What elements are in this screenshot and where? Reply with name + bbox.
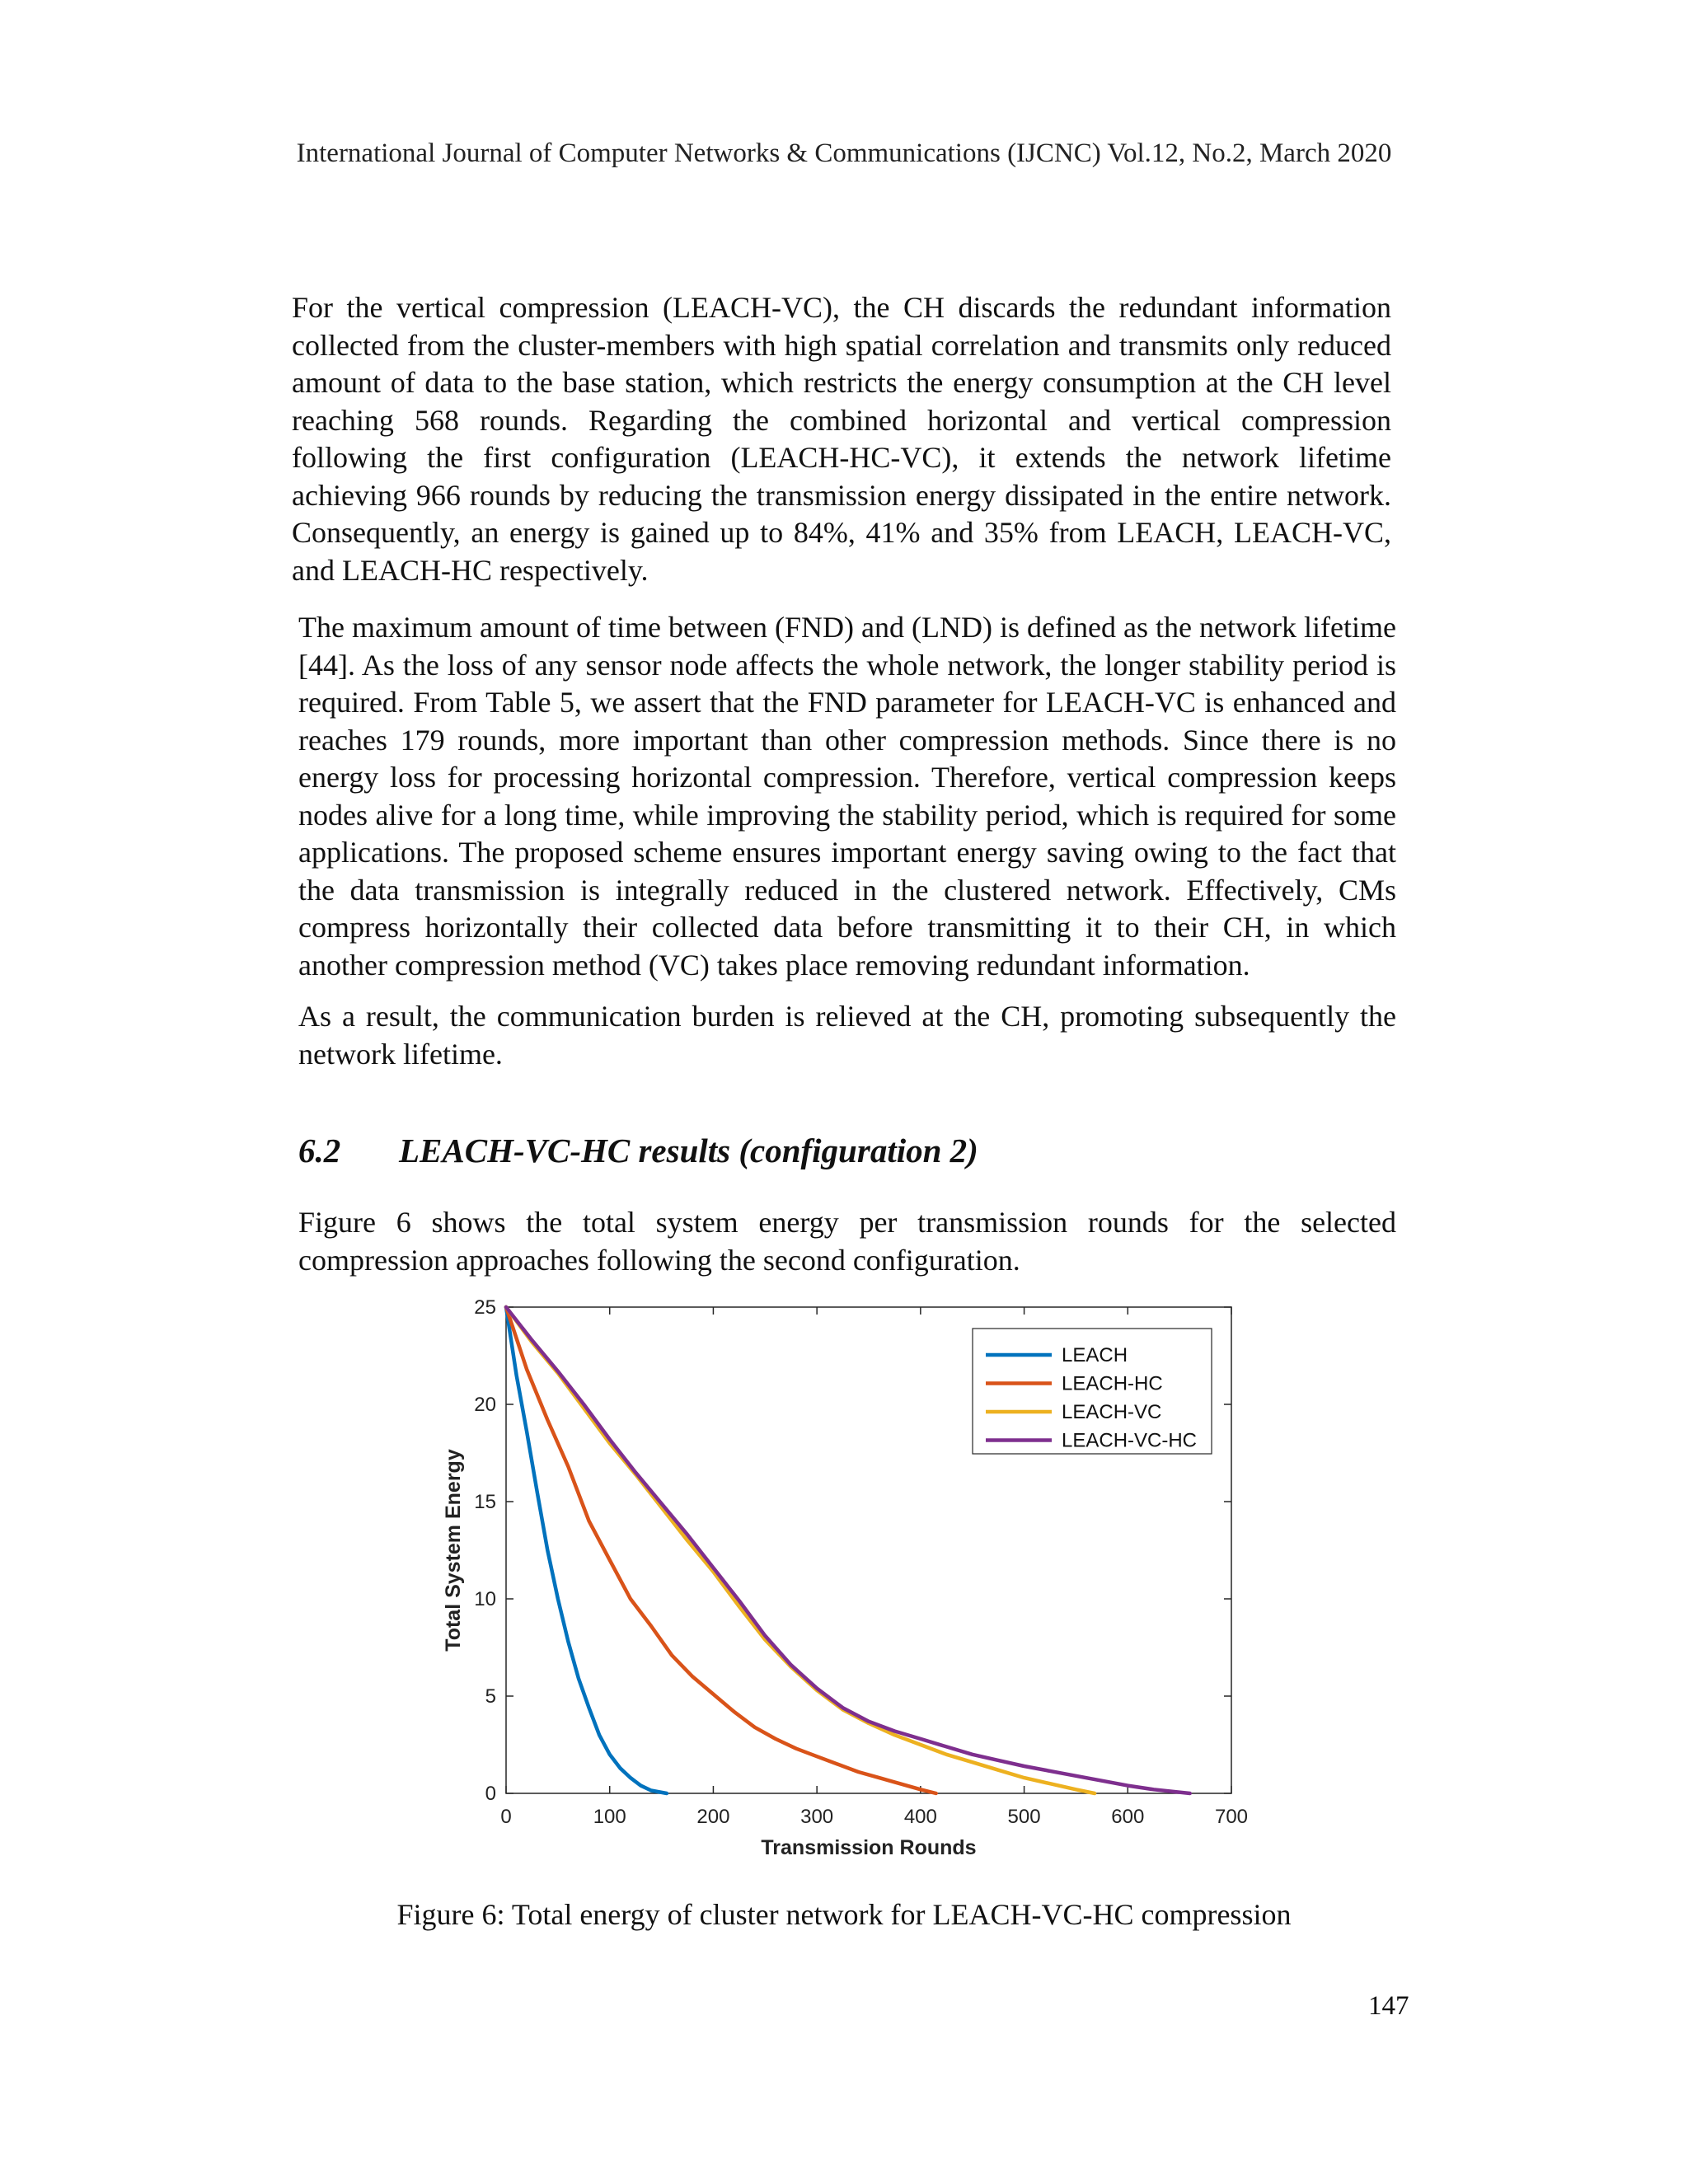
legend-label: LEACH-HC [1062, 1372, 1163, 1395]
x-tick-label: 400 [903, 1806, 937, 1828]
section-number: 6.2 [298, 1132, 341, 1169]
x-tick-label: 700 [1214, 1806, 1249, 1828]
energy-line-chart [429, 1292, 1269, 1877]
y-tick-label: 0 [485, 1783, 496, 1805]
x-tick-label: 200 [696, 1806, 730, 1828]
legend-label: LEACH-VC-HC [1062, 1429, 1198, 1452]
paragraph-network-lifetime: The maximum amount of time between (FND) and (LND) is defined as the network lifetime [44]. As the loss of any sensor node affects the whole network, the longer stability period is required. From Table 5, we assert that the FND parameter for LEACH-VC is enhanced and reaches 179 rounds, more important than other compression methods. Since there is no energy loss for processing horizontal compression. Therefore, vertical compression keeps nodes alive for a long time, while improving the stability period, which is required for some applications. The proposed scheme ensures important energy saving owing to the fact that the data transmission is integrally reduced in the clustered network. Effectively, CMs compress horizontally their collected data before transmitting it to their CH, in which another compression method (VC) takes place removing redundant information. [298, 611, 1396, 982]
page-number: 147 [1368, 1991, 1409, 2021]
x-tick-label: 300 [800, 1806, 834, 1828]
x-tick-label: 0 [500, 1806, 512, 1828]
x-axis-label: Transmission Rounds [761, 1836, 977, 1859]
x-tick-label: 500 [1007, 1806, 1041, 1828]
section-title: LEACH-VC-HC results (configuration 2) [399, 1132, 978, 1169]
legend-label: LEACH-VC [1062, 1401, 1162, 1423]
x-tick-label: 100 [593, 1806, 626, 1828]
paragraph-result: As a result, the communication burden is relieved at the CH, promoting subsequently the network lifetime. [298, 1000, 1396, 1071]
paragraph-vertical-compression: For the vertical compression (LEACH-VC), the CH discards the redundant information collected from the cluster-members with high spatial correlation and transmits only reduced amount of data to the base station, which restricts the energy consumption at the CH level reaching 568 rounds. Regarding the combined horizontal and vertical compression following the first configuration (LEACH-HC-VC), it extends the network lifetime achieving 966 rounds by reducing the transmission energy dissipated in the entire network. Consequently, an energy is gained up to 84%, 41% and 35% from LEACH, LEACH-VC, and LEACH-HC respectively. [292, 291, 1391, 587]
section-heading [298, 1131, 978, 1170]
figure-caption: Figure 6: Total energy of cluster network for LEACH-VC-HC compression [396, 1898, 1292, 1931]
y-tick-label: 25 [474, 1296, 496, 1319]
y-axis-label: Total System Energy [442, 1449, 465, 1652]
journal-header: International Journal of Computer Networks & Communications (IJCNC) Vol.12, No.2, March 2020 [296, 138, 1392, 168]
y-tick-label: 15 [474, 1491, 496, 1513]
legend-label: LEACH [1062, 1344, 1128, 1366]
y-tick-label: 10 [474, 1588, 496, 1610]
y-tick-label: 5 [485, 1685, 496, 1708]
x-tick-label: 600 [1111, 1806, 1145, 1828]
paragraph-figure-intro: Figure 6 shows the total system energy per transmission rounds for the selected compression approaches following the second configuration. [298, 1206, 1396, 1277]
y-tick-label: 20 [474, 1394, 496, 1416]
